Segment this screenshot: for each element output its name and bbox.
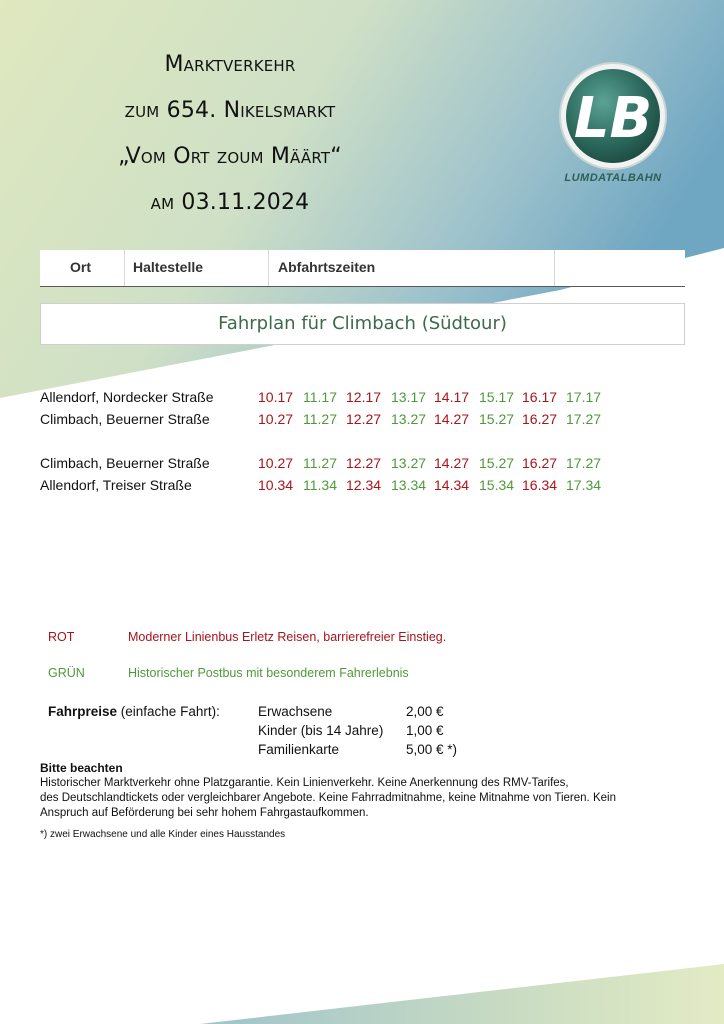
fare-category: Erwachsene xyxy=(258,704,333,719)
departure-time: 17.27 xyxy=(566,455,602,471)
notes-section xyxy=(40,761,680,821)
departure-time: 15.17 xyxy=(479,389,515,405)
departure-time: 17.17 xyxy=(566,389,602,405)
departure-time: 12.27 xyxy=(346,411,382,427)
stop-name: Climbach, Beuerner Straße xyxy=(40,455,210,471)
departure-time: 12.34 xyxy=(346,477,382,493)
header-divider xyxy=(554,250,555,286)
notes-line: des Deutschlandtickets oder vergleichbarer Angebote. Keine Fahrradmitnahme, keine Mitnahme von Tieren. Kein xyxy=(40,792,616,804)
departure-time: 11.27 xyxy=(303,455,337,471)
header-ort: Ort xyxy=(70,259,91,275)
departure-time: 16.17 xyxy=(522,389,558,405)
header-haltestelle: Haltestelle xyxy=(133,259,204,275)
notes-heading: Bitte beachten xyxy=(40,761,123,775)
title-line-3: „Vom Ort zoum Määrt“ xyxy=(118,144,342,169)
departure-time: 13.27 xyxy=(391,455,427,471)
departure-time: 11.27 xyxy=(303,411,337,427)
departure-time: 11.34 xyxy=(303,477,337,493)
legend-key: GRÜN xyxy=(48,666,85,680)
timetable-row xyxy=(40,411,680,433)
fares-label xyxy=(48,704,220,719)
fare-row xyxy=(258,742,558,762)
fare-category: Kinder (bis 14 Jahre) xyxy=(258,723,384,738)
notes-line: Historischer Marktverkehr ohne Platzgarantie. Kein Linienverkehr. Keine Anerkennung des RMV-Tarifes, xyxy=(40,777,569,789)
departure-time: 14.34 xyxy=(434,477,470,493)
timetable-row xyxy=(40,455,680,477)
fares-label-bold: Fahrpreise xyxy=(48,704,118,719)
page-title xyxy=(40,42,420,226)
legend-key: ROT xyxy=(48,630,75,644)
departure-time: 16.27 xyxy=(522,411,558,427)
legend-description: Moderner Linienbus Erletz Reisen, barrierefreier Einstieg. xyxy=(128,630,447,644)
title-line-4: am 03.11.2024 xyxy=(150,190,310,215)
departure-time: 17.27 xyxy=(566,411,602,427)
departure-time: 16.27 xyxy=(522,455,558,471)
departure-time: 13.34 xyxy=(391,477,427,493)
departure-time: 12.17 xyxy=(346,389,382,405)
route-title: Fahrplan für Climbach (Südtour) xyxy=(40,303,685,345)
legend-description: Historischer Postbus mit besonderem Fahrerlebnis xyxy=(128,666,409,680)
logo-caption: LUMDATALBAHN xyxy=(564,172,662,184)
fare-category: Familienkarte xyxy=(258,742,340,757)
departure-time: 16.34 xyxy=(522,477,558,493)
timetable-row xyxy=(40,389,680,411)
header-divider xyxy=(124,250,125,286)
departure-time: 10.34 xyxy=(258,477,294,493)
departure-time: 10.17 xyxy=(258,389,294,405)
fare-row xyxy=(258,704,558,724)
departure-time: 10.27 xyxy=(258,455,294,471)
timetable-row xyxy=(40,477,680,499)
footnote: *) zwei Erwachsene und alle Kinder eines Hausstandes xyxy=(40,829,286,840)
stop-name: Allendorf, Nordecker Straße xyxy=(40,389,214,405)
departure-time: 14.17 xyxy=(434,389,470,405)
stop-name: Climbach, Beuerner Straße xyxy=(40,411,210,427)
departure-time: 17.34 xyxy=(566,477,602,493)
departure-time: 12.27 xyxy=(346,455,382,471)
stop-name: Allendorf, Treiser Straße xyxy=(40,477,192,493)
departure-time: 14.27 xyxy=(434,411,470,427)
fare-price: 1,00 € xyxy=(406,723,444,738)
fare-price: 5,00 € *) xyxy=(406,742,458,757)
title-line-2: zum 654. Nikelsmarkt xyxy=(124,98,336,123)
fare-row xyxy=(258,723,558,743)
notes-line: Anspruch auf Beförderung bei sehr hohem Fahrgastaufkommen. xyxy=(40,807,369,819)
header-abfahrtszeiten: Abfahrtszeiten xyxy=(278,259,376,275)
timetable-header xyxy=(40,250,685,287)
background-gradient-bottom xyxy=(0,954,724,1024)
departure-time: 13.17 xyxy=(391,389,427,405)
fares-label-rest: (einfache Fahrt): xyxy=(117,704,220,719)
departure-time: 15.34 xyxy=(479,477,515,493)
departure-time: 10.27 xyxy=(258,411,294,427)
logo-mark: LB xyxy=(573,86,653,151)
header-divider xyxy=(268,250,269,286)
lumdatalbahn-logo xyxy=(556,62,670,190)
departure-time: 14.27 xyxy=(434,455,470,471)
departure-time: 13.27 xyxy=(391,411,427,427)
departure-time: 11.17 xyxy=(303,389,337,405)
title-line-1: Marktverkehr xyxy=(164,52,296,77)
departure-time: 15.27 xyxy=(479,411,515,427)
departure-time: 15.27 xyxy=(479,455,515,471)
fare-price: 2,00 € xyxy=(406,704,444,719)
